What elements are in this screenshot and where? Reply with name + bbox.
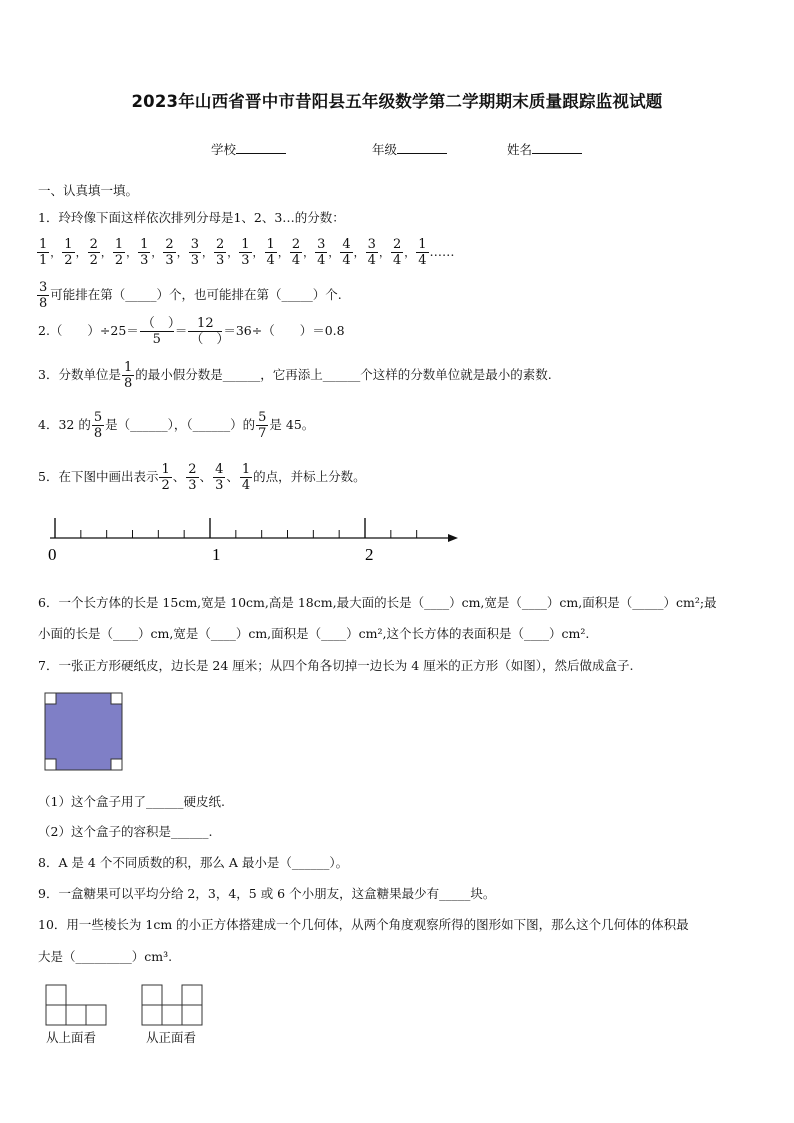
q10-line-1: 10．用一些棱长为 1cm 的小正方体搭建成一个几何体，从两个角度观察所得的图形如下图，那么这个几何体的体积最 [38,917,689,932]
school-label: 学校 [211,142,237,157]
q5-fraction: $\frac{4}{3}$ [215,462,224,493]
q1-sequence-fraction: $\frac{2}{3}$ ， [165,237,188,268]
q7-sub-2: （2）这个盒子的容积是______. [38,824,213,839]
q4-part-2: 是（______），（______）的 [105,417,256,432]
q1-line2 [36,280,342,311]
q1-sequence-fraction: $\frac{1}{2}$ ， [64,237,87,268]
q1-sequence-fraction: $\frac{3}{4}$ ， [367,237,390,268]
q1-sequence-ellipsis: …… [429,244,455,259]
q10-top-view-label: 从上面看 [46,1030,97,1045]
grade-label: 年级 [372,142,398,157]
page-title: 2023年山西省晋中市昔阳县五年级数学第二学期期末质量跟踪监视试题 [131,92,663,111]
q7-corner-square [45,759,56,770]
grade-field[interactable] [372,140,447,158]
number-line-arrow [448,534,458,542]
name-field[interactable] [507,140,582,158]
q1-fraction: $\frac{3}{8}$ [39,280,48,311]
q1-sequence-fraction: $\frac{1}{3}$ ， [241,237,264,268]
q4-fraction-1: $\frac{5}{8}$ [93,410,103,441]
q1-sequence-fraction: $\frac{2}{3}$ ， [215,237,239,268]
name-label: 姓名 [507,142,533,157]
number-line-label-0: 0 [48,545,57,564]
q1-sequence-fraction: $\frac{2}{4}$ ， [291,237,315,268]
section-heading: 一、认真填一填。 [38,183,139,198]
q8-text: 8．A 是 4 个不同质数的积，那么 A 最小是（______）。 [38,855,349,870]
q9-text: 9．一盒糖果可以平均分给 2，3，4，5 或 6 个小朋友，这盒糖果最少有_____块。 [38,886,496,901]
q7-cut-square-figure [44,692,124,775]
q7-sub-1: （1）这个盒子用了______硬皮纸. [38,794,225,809]
q1-line2-text: 可能排在第（_____）个，也可能排在第（_____）个. [50,287,342,302]
q6-line-1: 6．一个长方体的长是 15cm,宽是 10cm,高是 18cm,最大面的长是（____）cm,宽是（____）cm,面积是（_____）cm²;最 [38,595,717,610]
q5-fraction-list: $\frac{1}{2}$ 、 $\frac{2}{3}$ 、 $\frac{4}{3}$ 、 $\frac{1}{4}$ [161,462,251,493]
q5-line [38,462,366,493]
grade-blank[interactable] [397,141,447,154]
number-line [40,508,470,571]
q2-fraction-2: $\frac{12}{( )}$ [190,316,230,347]
q1-sequence-fraction: $\frac{1}{2}$ ， [114,237,138,268]
q10-front-view-label: 从正面看 [146,1030,197,1045]
q7-text: 7．一张正方形硬纸皮，边长是 24 厘米；从四个角各切掉一边长为 4 厘米的正方形（如图），然后做成盒子. [38,658,634,673]
number-line-label-2: 2 [365,545,374,564]
q3-line [38,360,552,391]
q4-line [38,410,314,441]
q1-sequence-fraction: $\frac{3}{3}$ ， [190,237,213,268]
q5-part-1: 5．在下图中画出表示 [38,469,159,484]
q2-fraction-1: $\frac{( )}{5}$ [141,316,181,347]
q5-part-2: 的点，并标上分数。 [253,469,366,484]
q1-text: 1．玲玲像下面这样依次排列分母是1、2、3…的分数： [38,210,345,225]
q1-sequence-fraction: $\frac{4}{4}$ ， [342,237,365,268]
q7-paper-shape [45,693,122,770]
q1-sequence-fraction: $\frac{2}{4}$ ， [392,237,416,268]
q3-prefix: 3．分数单位是 [38,367,121,382]
q5-fraction: $\frac{1}{4}$ [241,462,251,493]
q10-front-view [141,984,205,1029]
q2-prefix: 2.（ ）÷25＝ [38,323,139,338]
q5-fraction: $\frac{1}{2}$ [161,462,170,493]
q1-sequence-fraction: $\frac{2}{2}$ ， [89,237,112,268]
q4-part-1: 4．32 的 [38,417,91,432]
q1-fraction-sequence [36,237,455,268]
q10-line-2: 大是（_________）cm³. [38,949,173,964]
q3-suffix: 的最小假分数是______，它再添上______个这样的分数单位就是最小的素数. [135,367,552,382]
school-blank[interactable] [236,141,286,154]
q6-line-2: 小面的长是（____）cm,宽是（____）cm,面积是（____）cm²,这个长方体的表面积是（____）cm². [38,626,590,641]
q5-fraction: $\frac{2}{3}$ [188,462,197,493]
q4-fraction-2: $\frac{5}{7}$ [258,410,267,441]
q1-sequence-fraction: $\frac{3}{4}$ ， [317,237,340,268]
q2-suffix: ＝36÷（ ）＝0.8 [223,323,345,338]
school-field[interactable] [211,140,286,158]
q2-line [38,316,345,347]
number-line-label-1: 1 [212,545,221,564]
q1-sequence-fraction: $\frac{1}{1}$ ， [39,237,62,268]
q7-corner-square [111,759,122,770]
q1-sequence-fraction: $\frac{1}{4}$ [418,237,427,268]
q7-corner-square [111,693,122,704]
name-blank[interactable] [532,141,582,154]
q10-top-view [45,984,109,1029]
q7-corner-square [45,693,56,704]
q1-sequence-fraction: $\frac{1}{3}$ ， [140,237,163,268]
q2-equals: ＝ [174,323,188,338]
q3-fraction: $\frac{1}{8}$ [123,360,133,391]
q1-sequence-fraction: $\frac{1}{4}$ ， [266,237,289,268]
q4-part-3: 是 45。 [269,417,315,432]
